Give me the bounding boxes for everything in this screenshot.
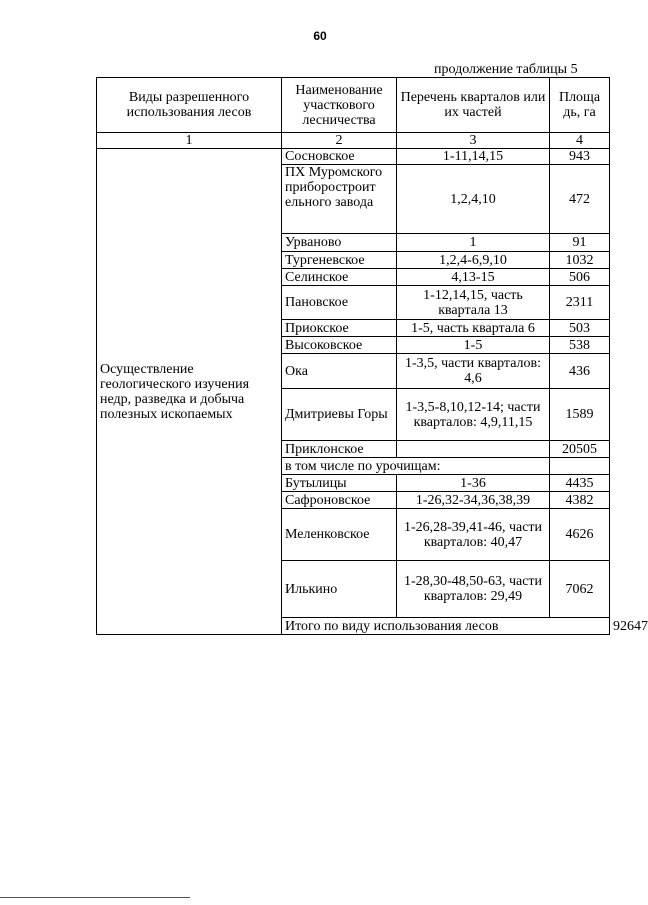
column-number: 4	[550, 133, 610, 149]
quarters-list: 1-3,5, части кварталов: 4,6	[397, 354, 550, 389]
forestry-name: Пановское	[282, 286, 397, 320]
forestry-name: Сосновское	[282, 149, 397, 165]
forestry-name: Приокское	[282, 320, 397, 337]
area-value: 472	[550, 165, 610, 234]
empty-cell	[550, 458, 610, 475]
forestry-name: Приклонское	[282, 441, 397, 458]
area-value: 538	[550, 337, 610, 354]
area-value: 4382	[550, 492, 610, 509]
total-label: Итого по виду использования лесов	[282, 618, 610, 635]
forestry-name: Урваново	[282, 234, 397, 252]
quarters-list: 1-26,32-34,36,38,39	[397, 492, 550, 509]
use-type-cell: Осуществление геологического изучения недр, разведка и добыча полезных ископаемых	[97, 149, 282, 635]
table-continuation-label: продолжение таблицы 5	[434, 62, 578, 77]
header-use-type: Виды разрешенного использования лесов	[97, 78, 282, 133]
area-value: 20505	[550, 441, 610, 458]
quarters-list: 4,13-15	[397, 269, 550, 286]
quarters-list: 1-36	[397, 475, 550, 492]
area-value: 91	[550, 234, 610, 252]
area-value: 943	[550, 149, 610, 165]
area-value: 2311	[550, 286, 610, 320]
area-value: 1589	[550, 389, 610, 441]
area-value: 4626	[550, 509, 610, 561]
footnote-divider	[0, 897, 190, 898]
forestry-name: ПХ Муромского приборостроит ельного завода	[282, 165, 397, 234]
area-value: 1032	[550, 252, 610, 269]
quarters-list: 1-5, часть квартала 6	[397, 320, 550, 337]
quarters-list: 1,2,4,10	[397, 165, 550, 234]
forestry-name: Селинское	[282, 269, 397, 286]
forestry-name: Высоковское	[282, 337, 397, 354]
header-row	[97, 78, 610, 133]
header-area: Площа дь, га	[550, 78, 610, 133]
header-forestry: Наименование участкового лесничества	[282, 78, 397, 133]
tract-name: Меленковское	[282, 509, 397, 561]
forestry-name: Тургеневское	[282, 252, 397, 269]
page-number: 60	[313, 29, 327, 43]
forestry-name: Дмитриевы Горы	[282, 389, 397, 441]
quarters-list: 1-3,5-8,10,12-14; части кварталов: 4,9,11,15	[397, 389, 550, 441]
header-quarters: Перечень кварталов или их частей	[397, 78, 550, 133]
area-value: 4435	[550, 475, 610, 492]
forest-use-table	[96, 77, 648, 635]
table-row	[97, 149, 610, 165]
quarters-list: 1	[397, 234, 550, 252]
quarters-list: 1-26,28-39,41-46, части кварталов: 40,47	[397, 509, 550, 561]
tract-subheading: в том числе по урочищам:	[282, 458, 550, 475]
quarters-list: 1-5	[397, 337, 550, 354]
tract-name: Сафроновское	[282, 492, 397, 509]
quarters-list	[397, 441, 550, 458]
quarters-list: 1-11,14,15	[397, 149, 550, 165]
tract-name: Илькино	[282, 561, 397, 618]
tract-name: Бутылицы	[282, 475, 397, 492]
area-value: 436	[550, 354, 610, 389]
column-number: 3	[397, 133, 550, 149]
column-number: 2	[282, 133, 397, 149]
area-value: 7062	[550, 561, 610, 618]
column-number-row	[97, 133, 610, 149]
quarters-list: 1,2,4-6,9,10	[397, 252, 550, 269]
quarters-list: 1-12,14,15, часть квартала 13	[397, 286, 550, 320]
column-number: 1	[97, 133, 282, 149]
quarters-list: 1-28,30-48,50-63, части кварталов: 29,49	[397, 561, 550, 618]
total-row: Итого по виду использования лесов 92647	[97, 618, 610, 635]
area-value: 506	[550, 269, 610, 286]
area-value: 503	[550, 320, 610, 337]
forestry-name: Ока	[282, 354, 397, 389]
